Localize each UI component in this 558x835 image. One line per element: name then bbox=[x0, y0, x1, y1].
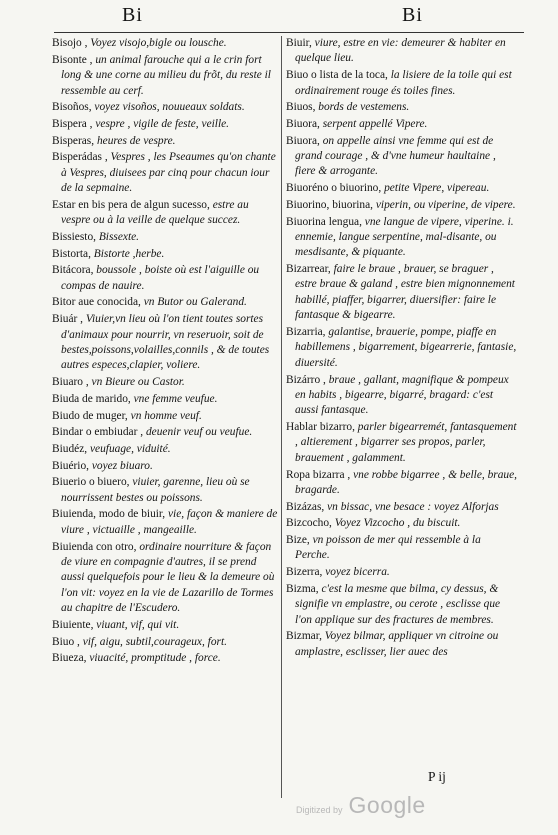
entry-headword: Bisonte , bbox=[52, 53, 96, 66]
dictionary-entry bbox=[52, 475, 278, 506]
entry-definition: vn Bieure ou Castor. bbox=[91, 376, 185, 389]
dictionary-entry bbox=[286, 516, 518, 531]
entry-headword: Biuienda, modo de biuir, bbox=[52, 508, 168, 521]
dictionary-entry bbox=[286, 420, 518, 466]
entry-definition: vne femme veufue. bbox=[133, 392, 218, 405]
signature-mark: P ij bbox=[428, 769, 446, 784]
dictionary-entry bbox=[286, 533, 518, 564]
entry-definition: petite Vipere, vipereau. bbox=[384, 182, 490, 195]
entry-headword: Bispera , bbox=[52, 117, 96, 130]
dictionary-entry bbox=[52, 375, 278, 390]
dictionary-entry bbox=[286, 582, 518, 628]
entry-definition: voyez visoños, nouueaux soldats. bbox=[94, 101, 245, 114]
entry-definition: vne robbe bigarree , & belle, braue, bragarde. bbox=[295, 468, 518, 496]
entry-definition: ordinaire nourriture & façon de viure en compagnie d'autres, il se prend aussi quelquefois pour le lieu & la demeure où l'on vit: voyez en la vie de Lazarillo de Tormes au chapitre de l'Escudero. bbox=[61, 540, 275, 615]
entry-definition: serpent appellé Vipere. bbox=[322, 117, 428, 130]
entry-headword: Biuora, bbox=[286, 134, 323, 147]
entry-headword: Biuaro , bbox=[52, 376, 92, 389]
entry-definition: vie, façon & maniere de viure , victuaille , mangeaille. bbox=[61, 508, 278, 536]
dictionary-entry bbox=[286, 565, 518, 580]
dictionary-entry bbox=[52, 36, 278, 51]
running-head-right: Bi bbox=[402, 4, 423, 26]
entry-definition: Bissexte. bbox=[98, 230, 140, 243]
entry-definition: vn homme veuf. bbox=[130, 409, 202, 422]
dictionary-entry bbox=[52, 409, 278, 424]
entry-definition: Vespres , les Pseaumes qu'on chante à Vespres, diuisees par cinq pour chacun iour de la sepmaine. bbox=[61, 151, 276, 195]
dictionary-entry bbox=[52, 540, 278, 617]
dictionary-entry bbox=[52, 507, 278, 538]
entry-definition: faire le braue , brauer, se braguer , estre braue & galand , estre bien mignonnement habillé, piaffer, bigarrer, diuersifier: faire le fantasque & bigearre. bbox=[295, 263, 515, 322]
entry-headword: Biuienda con otro, bbox=[52, 540, 140, 553]
entry-headword: Bitor aue conocida, bbox=[52, 296, 144, 309]
entry-headword: Biuir, bbox=[286, 37, 315, 49]
entry-definition: viuier, garenne, lieu où se nourrissent bestes ou poissons. bbox=[61, 476, 250, 504]
entry-definition: la lisiere de la toile qui est ordinairement rouge és toiles fines. bbox=[295, 69, 512, 97]
entry-headword: Bisperádas , bbox=[52, 151, 111, 164]
entry-headword: Bissiesto, bbox=[52, 230, 99, 243]
entry-definition: vn poisson de mer qui ressemble à la Perche. bbox=[295, 534, 481, 562]
watermark-prefix: Digitized by bbox=[296, 805, 343, 815]
entry-headword: Hablar bizarro, bbox=[286, 421, 358, 434]
entry-definition: bords de vestemens. bbox=[318, 101, 410, 114]
column-divider bbox=[281, 36, 282, 798]
dictionary-entry bbox=[286, 181, 518, 196]
dictionary-entry bbox=[286, 215, 518, 261]
entry-headword: Biudéz, bbox=[52, 442, 90, 455]
entry-headword: Biueza, bbox=[52, 652, 90, 665]
entry-headword: Bizerra, bbox=[286, 566, 326, 579]
entry-definition: Bistorte ,herbe. bbox=[93, 247, 165, 260]
entry-definition: c'est la mesme que bilma, cy dessus, & signifie vn emplastre, ou cerote , esclisse que l'on applique sur des fractures de membres. bbox=[295, 582, 501, 626]
dictionary-entry bbox=[286, 198, 518, 213]
entry-definition: viperin, ou viperine, de vipere. bbox=[375, 198, 516, 211]
google-watermark bbox=[296, 792, 426, 819]
dictionary-entry bbox=[52, 134, 278, 149]
entry-headword: Biuério, bbox=[52, 459, 92, 472]
entry-headword: Biuorina lengua, bbox=[286, 215, 365, 228]
dictionary-entry bbox=[52, 198, 278, 229]
entry-headword: Biudo de muger, bbox=[52, 409, 131, 422]
dictionary-entry bbox=[52, 263, 278, 294]
entry-headword: Biuiente, bbox=[52, 618, 97, 631]
entry-definition: deuenir veuf ou veufue. bbox=[145, 426, 253, 439]
entry-definition: vif, aigu, subtil,courageux, fort. bbox=[82, 635, 227, 648]
dictionary-entry bbox=[52, 392, 278, 407]
dictionary-entry bbox=[286, 262, 518, 324]
entry-definition: veufuage, viduité. bbox=[89, 442, 171, 455]
dictionary-entry bbox=[52, 117, 278, 132]
entry-definition: parler bigearremét, fantasquement , altierement , bigarrer ses propos, parler, brauement , galamment. bbox=[295, 421, 517, 464]
running-head-left: Bi bbox=[122, 4, 143, 26]
entry-definition: vne langue de vipere, viperine. i. ennemie, langue serpentine, mal-disante, ou mesdisante, & piquante. bbox=[295, 215, 514, 259]
entry-headword: Bizárro , bbox=[286, 373, 329, 386]
entry-definition: viuacité, promptitude , force. bbox=[89, 652, 221, 665]
entry-definition: Voyez Vizcocho , du biscuit. bbox=[334, 517, 461, 530]
entry-headword: Biuo , bbox=[52, 635, 83, 648]
dictionary-entry bbox=[286, 468, 518, 499]
dictionary-entry bbox=[286, 629, 518, 660]
dictionary-entry bbox=[286, 325, 518, 371]
dictionary-entry bbox=[52, 651, 278, 666]
dictionary-entry bbox=[52, 459, 278, 474]
entry-headword: Biuerio o biuero, bbox=[52, 476, 133, 489]
entry-headword: Bisoños, bbox=[52, 101, 95, 114]
dictionary-entry bbox=[286, 68, 518, 99]
dictionary-entry bbox=[52, 618, 278, 633]
dictionary-entry bbox=[52, 150, 278, 196]
entry-definition: viuant, vif, qui vit. bbox=[96, 618, 180, 631]
entry-headword: Biuo o lista de la toca, bbox=[286, 69, 391, 82]
dictionary-entry bbox=[286, 117, 518, 132]
dictionary-entry bbox=[52, 247, 278, 262]
entry-headword: Bizcocho, bbox=[286, 517, 335, 530]
entry-definition: Viuier,vn lieu où l'on tient toutes sortes d'animaux pour nourrir, vn reseruoir, soit de bestes,poissons,volailles,connils , & de toutes autres especes,clapier, voliere. bbox=[61, 313, 270, 372]
dictionary-entry bbox=[52, 635, 278, 650]
entry-headword: Biuoréno o biuorino, bbox=[286, 182, 385, 195]
entry-definition: vespre , vigile de feste, veille. bbox=[95, 117, 230, 130]
dictionary-entry bbox=[52, 53, 278, 99]
entry-definition: braue , gallant, magnifique & pompeux en habits , bigearre, bigarré, bragard: c'est aussi fantasque. bbox=[295, 373, 509, 417]
entry-headword: Bitácora, bbox=[52, 264, 97, 277]
entry-headword: Biuora, bbox=[286, 117, 323, 130]
entry-definition: voyez biuaro. bbox=[91, 459, 153, 472]
entry-definition: un animal farouche qui a le crin fort long & une corne au milieu du frõt, du reste il ressemble au cerf. bbox=[61, 53, 271, 97]
dictionary-entry bbox=[52, 230, 278, 245]
entry-headword: Biuda de marido, bbox=[52, 392, 134, 405]
entry-headword: Bindar o embiudar , bbox=[52, 426, 146, 439]
dictionary-entry bbox=[286, 100, 518, 115]
dictionary-entry bbox=[286, 373, 518, 419]
dictionary-entry bbox=[286, 134, 518, 180]
right-column bbox=[286, 36, 518, 661]
entry-headword: Bizarrear, bbox=[286, 263, 334, 276]
dictionary-entry bbox=[286, 500, 518, 515]
entry-headword: Bizmar, bbox=[286, 630, 325, 643]
entry-definition: viure, estre en vie: demeurer & habiter en quelque lieu. bbox=[295, 37, 506, 65]
entry-headword: Bisojo , bbox=[52, 37, 91, 49]
entry-headword: Bizma, bbox=[286, 582, 322, 595]
left-column bbox=[52, 36, 278, 668]
entry-definition: boussole , boiste où est l'aiguille ou compas de nauire. bbox=[61, 264, 260, 292]
entry-definition: heures de vespre. bbox=[96, 134, 176, 147]
entry-headword: Biuorino, biuorina, bbox=[286, 198, 376, 211]
entry-definition: voyez bicerra. bbox=[325, 566, 390, 579]
entry-headword: Bisperas, bbox=[52, 134, 97, 147]
dictionary-entry bbox=[52, 425, 278, 440]
dictionary-entry bbox=[52, 295, 278, 310]
entry-headword: Biuár , bbox=[52, 313, 86, 326]
watermark-brand: Google bbox=[348, 792, 426, 818]
entry-headword: Estar en bis pera de algun sucesso, bbox=[52, 198, 213, 211]
entry-definition: on appelle ainsi vne femme qui est de grand courage , & d'vne humeur haultaine , fiere & arrogante. bbox=[295, 134, 496, 178]
entry-headword: Bize, bbox=[286, 534, 313, 547]
dictionary-entry bbox=[52, 100, 278, 115]
entry-headword: Bistorta, bbox=[52, 247, 94, 260]
entry-headword: Bizázas, bbox=[286, 500, 328, 513]
entry-definition: Voyez visojo,bigle ou lousche. bbox=[90, 37, 227, 49]
header-rule bbox=[54, 32, 524, 33]
entry-definition: vn Butor ou Galerand. bbox=[143, 296, 247, 309]
entry-definition: galantise, brauerie, pompe, piaffe en habillemens , bigarrement, bigearrerie, fantasie, diuersité. bbox=[295, 325, 517, 369]
dictionary-entry bbox=[286, 36, 518, 67]
entry-headword: Ropa bizarra , bbox=[286, 468, 354, 481]
entry-definition: Voyez bilmar, appliquer vn citroine ou amplastre, esclisser, lier auec des bbox=[295, 630, 499, 658]
dictionary-entry bbox=[52, 312, 278, 374]
entry-definition: estre au vespre ou à la veille de quelque succez. bbox=[61, 198, 249, 227]
entry-definition: vn bissac, vne besace : voyez Alforjas bbox=[327, 500, 499, 513]
entry-headword: Bizarria, bbox=[286, 325, 329, 338]
dictionary-entry bbox=[52, 442, 278, 457]
entry-headword: Biuos, bbox=[286, 101, 319, 114]
